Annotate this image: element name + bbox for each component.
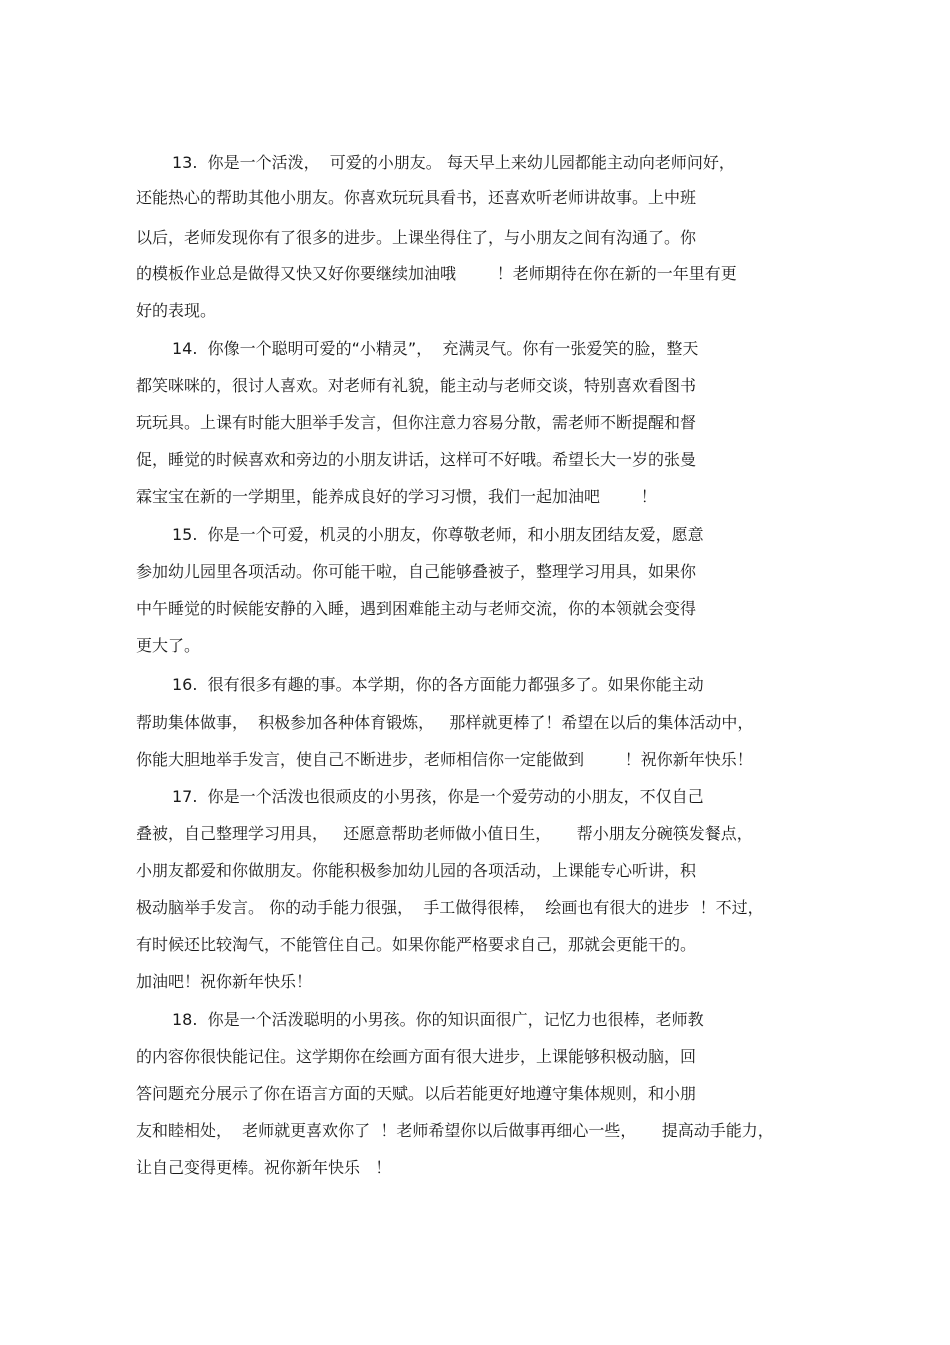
paragraph-14-line-2: 都笑咪咪的，很讨人喜欢。对老师有礼貌，能主动与老师交谈，特别喜欢看图书 [136,376,697,395]
paragraph-15-line-2: 参加幼儿园里各项活动。你可能干啦，自己能够叠被子，整理学习用具，如果你 [136,562,697,581]
paragraph-14-line-3: 玩玩具。上课有时能大胆举手发言，但你注意力容易分散，需老师不断提醒和督 [136,413,697,432]
paragraph-13-line-3: 以后，老师发现你有了很多的进步。上课坐得住了，与小朋友之间有沟通了。你 [136,228,697,247]
paragraph-16-line-3: 你能大胆地举手发言，使自己不断进步，老师相信你一定能做到 ！祝你新年快乐！ [136,750,753,769]
paragraph-14-line-5: 霖宝宝在新的一学期里，能养成良好的学习习惯，我们一起加油吧 ！ [136,487,657,506]
paragraph-17-line-5: 有时候还比较淘气，不能管住自己。如果你能严格要求自己，那就会更能干的。 [136,935,697,954]
paragraph-13-line-1: 13. 你是一个活泼， 可爱的小朋友。 每天早上来幼儿园都能主动向老师问好， [172,153,735,172]
paragraph-17-line-3: 小朋友都爱和你做朋友。你能积极参加幼儿园的各项活动，上课能专心听讲，积 [136,861,697,880]
paragraph-16-line-2: 帮助集体做事， 积极参加各种体育锻炼， 那样就更棒了！希望在以后的集体活动中， [136,713,754,732]
paragraph-14-line-4: 促，睡觉的时候喜欢和旁边的小朋友讲话，这样可不好哦。希望长大一岁的张曼 [136,450,697,469]
paragraph-16-line-1: 16. 很有很多有趣的事。本学期，你的各方面能力都强多了。如果你能主动 [172,675,704,694]
paragraph-18-line-1: 18. 你是一个活泼聪明的小男孩。你的知识面很广，记忆力也很棒，老师教 [172,1010,704,1029]
paragraph-18-line-4: 友和睦相处， 老师就更喜欢你了 ！老师希望你以后做事再细心一些， 提高动手能力， [136,1121,774,1140]
paragraph-17-line-6: 加油吧！祝你新年快乐！ [136,972,313,991]
paragraph-14-line-1: 14. 你像一个聪明可爱的“小精灵”， 充满灵气。你有一张爱笑的脸，整天 [172,339,699,358]
paragraph-15-line-1: 15. 你是一个可爱，机灵的小朋友，你尊敬老师，和小朋友团结友爱，愿意 [172,525,704,544]
paragraph-17-line-4: 极动脑举手发言。 你的动手能力很强， 手工做得很棒， 绘画也有很大的进步 ！不过， [136,898,764,917]
paragraph-17-line-1: 17. 你是一个活泼也很顽皮的小男孩，你是一个爱劳动的小朋友，不仅自己 [172,787,704,806]
paragraph-13-line-4: 的模板作业总是做得又快又好你要继续加油哦 ！老师期待在你在新的一年里有更 [136,264,737,283]
paragraph-13-line-5: 好的表现。 [136,301,217,320]
paragraph-13-line-2: 还能热心的帮助其他小朋友。你喜欢玩玩具看书，还喜欢听老师讲故事。上中班 [136,188,697,207]
paragraph-18-line-5: 让自己变得更棒。祝你新年快乐 ！ [136,1158,392,1177]
paragraph-15-line-4: 更大了。 [136,636,201,655]
paragraph-17-line-2: 叠被，自己整理学习用具， 还愿意帮助老师做小值日生， 帮小朋友分碗筷发餐点， [136,824,753,843]
paragraph-18-line-3: 答问题充分展示了你在语言方面的天赋。以后若能更好地遵守集体规则，和小朋 [136,1084,697,1103]
paragraph-15-line-3: 中午睡觉的时候能安静的入睡，遇到困难能主动与老师交流，你的本领就会变得 [136,599,697,618]
paragraph-18-line-2: 的内容你很快能记住。这学期你在绘画方面有很大进步，上课能够积极动脑，回 [136,1047,697,1066]
